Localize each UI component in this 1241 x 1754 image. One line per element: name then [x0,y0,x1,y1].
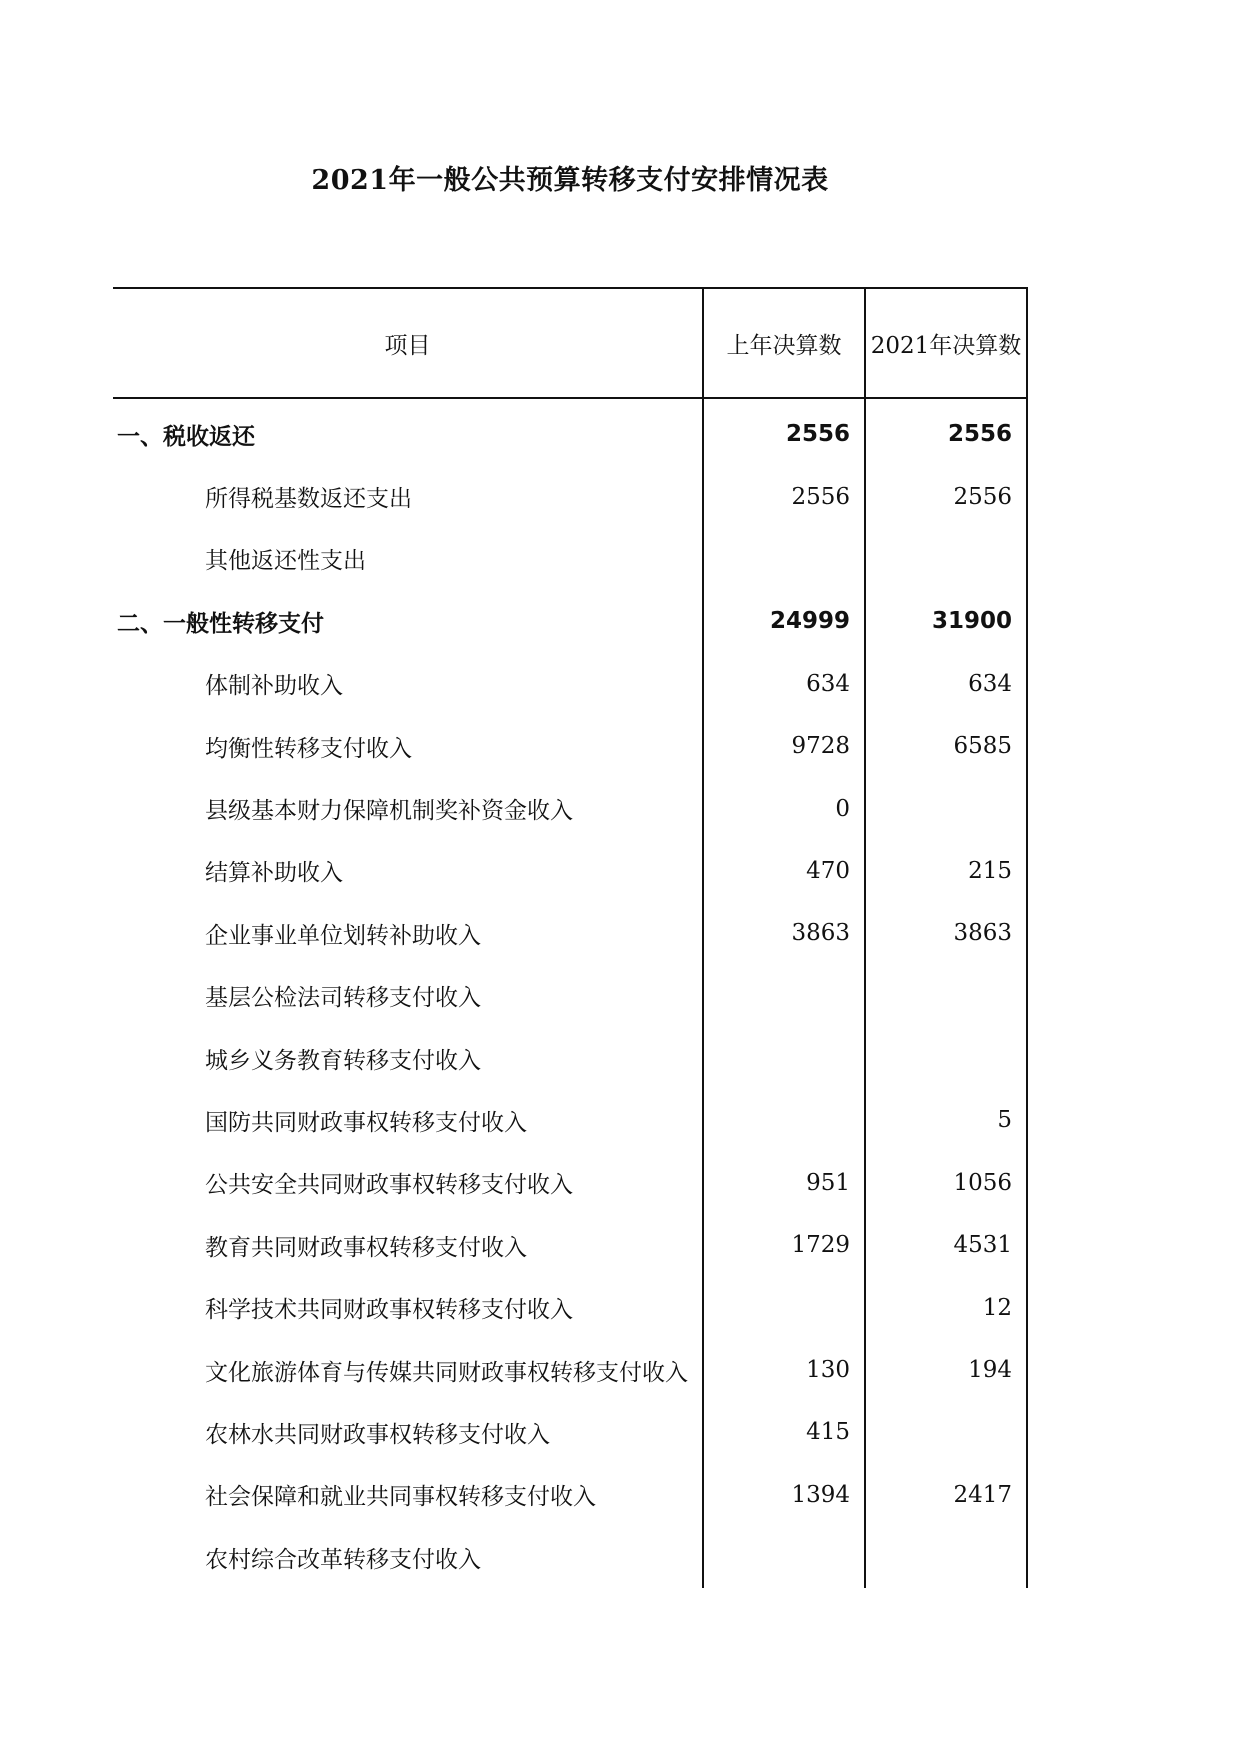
table-row [113,1339,1027,1401]
row-previous-year-value: 2556 [703,465,865,527]
row-previous-year-value [703,965,865,1027]
table-row [113,1152,1027,1214]
row-current-year-value: 6585 [865,715,1027,777]
row-item-name: 一、税收返还 [117,423,255,450]
row-item-name: 社会保障和就业共同事权转移支付收入 [205,1484,596,1511]
table-row [113,1089,1027,1151]
table-row [113,653,1027,715]
row-previous-year-value: 1394 [703,1464,865,1526]
row-current-year-value: 12 [865,1276,1027,1338]
page-title: 2021年一般公共预算转移支付安排情况表 [311,165,829,196]
row-current-year-value [865,777,1027,839]
row-current-year-value: 31900 [865,590,1027,652]
row-previous-year-value [703,1089,865,1151]
row-item-name: 均衡性转移支付收入 [205,735,412,762]
row-item-name: 教育共同财政事权转移支付收入 [205,1234,527,1261]
row-previous-year-value [703,528,865,590]
table-row [113,777,1027,839]
table-row [113,1027,1027,1089]
transfer-payment-table-container [113,287,1027,1588]
row-item-name: 基层公检法司转移支付收入 [205,985,481,1012]
table-row [113,840,1027,902]
row-item-name: 公共安全共同财政事权转移支付收入 [205,1172,573,1199]
row-current-year-value: 3863 [865,902,1027,964]
row-item-name: 结算补助收入 [205,860,343,887]
row-item-name: 所得税基数返还支出 [205,486,412,513]
row-current-year-value: 2556 [865,398,1027,465]
row-item-name: 国防共同财政事权转移支付收入 [205,1109,527,1136]
row-current-year-value [865,965,1027,1027]
row-current-year-value [865,1526,1027,1588]
table-row [113,1214,1027,1276]
table-row [113,1464,1027,1526]
table-row [113,1526,1027,1588]
table-row [113,528,1027,590]
row-previous-year-value: 3863 [703,902,865,964]
row-previous-year-value [703,1027,865,1089]
table-body [113,398,1027,1588]
row-previous-year-value: 470 [703,840,865,902]
row-previous-year-value: 634 [703,653,865,715]
row-item-name: 县级基本财力保障机制奖补资金收入 [205,798,573,825]
row-previous-year-value: 2556 [703,398,865,465]
header-item: 项目 [113,288,703,398]
table-row [113,465,1027,527]
table-row [113,398,1027,465]
table-row [113,965,1027,1027]
row-current-year-value: 215 [865,840,1027,902]
row-item-name: 文化旅游体育与传媒共同财政事权转移支付收入 [205,1359,688,1386]
row-previous-year-value: 415 [703,1401,865,1463]
row-current-year-value [865,528,1027,590]
table-row [113,902,1027,964]
table-row [113,715,1027,777]
table-row [113,1401,1027,1463]
row-previous-year-value: 0 [703,777,865,839]
header-current-year: 2021年决算数 [865,288,1027,398]
row-item-name: 企业事业单位划转补助收入 [205,922,481,949]
row-item-name: 体制补助收入 [205,673,343,700]
table-row [113,590,1027,652]
row-item-name: 农村综合改革转移支付收入 [205,1546,481,1573]
row-previous-year-value [703,1276,865,1338]
table-header-row [113,288,1027,398]
row-current-year-value: 194 [865,1339,1027,1401]
row-previous-year-value: 24999 [703,590,865,652]
row-current-year-value: 634 [865,653,1027,715]
row-current-year-value: 1056 [865,1152,1027,1214]
row-item-name: 农林水共同财政事权转移支付收入 [205,1421,550,1448]
row-item-name: 城乡义务教育转移支付收入 [205,1047,481,1074]
transfer-payment-table [113,287,1028,1588]
row-current-year-value [865,1401,1027,1463]
row-current-year-value [865,1027,1027,1089]
row-item-name: 科学技术共同财政事权转移支付收入 [205,1297,573,1324]
row-current-year-value: 5 [865,1089,1027,1151]
row-current-year-value: 4531 [865,1214,1027,1276]
row-current-year-value: 2417 [865,1464,1027,1526]
row-current-year-value: 2556 [865,465,1027,527]
row-item-name: 二、一般性转移支付 [117,610,324,637]
row-previous-year-value: 951 [703,1152,865,1214]
row-previous-year-value: 9728 [703,715,865,777]
row-item-name: 其他返还性支出 [205,548,366,575]
table-row [113,1276,1027,1338]
row-previous-year-value [703,1526,865,1588]
row-previous-year-value: 1729 [703,1214,865,1276]
row-previous-year-value: 130 [703,1339,865,1401]
header-previous-year: 上年决算数 [703,288,865,398]
